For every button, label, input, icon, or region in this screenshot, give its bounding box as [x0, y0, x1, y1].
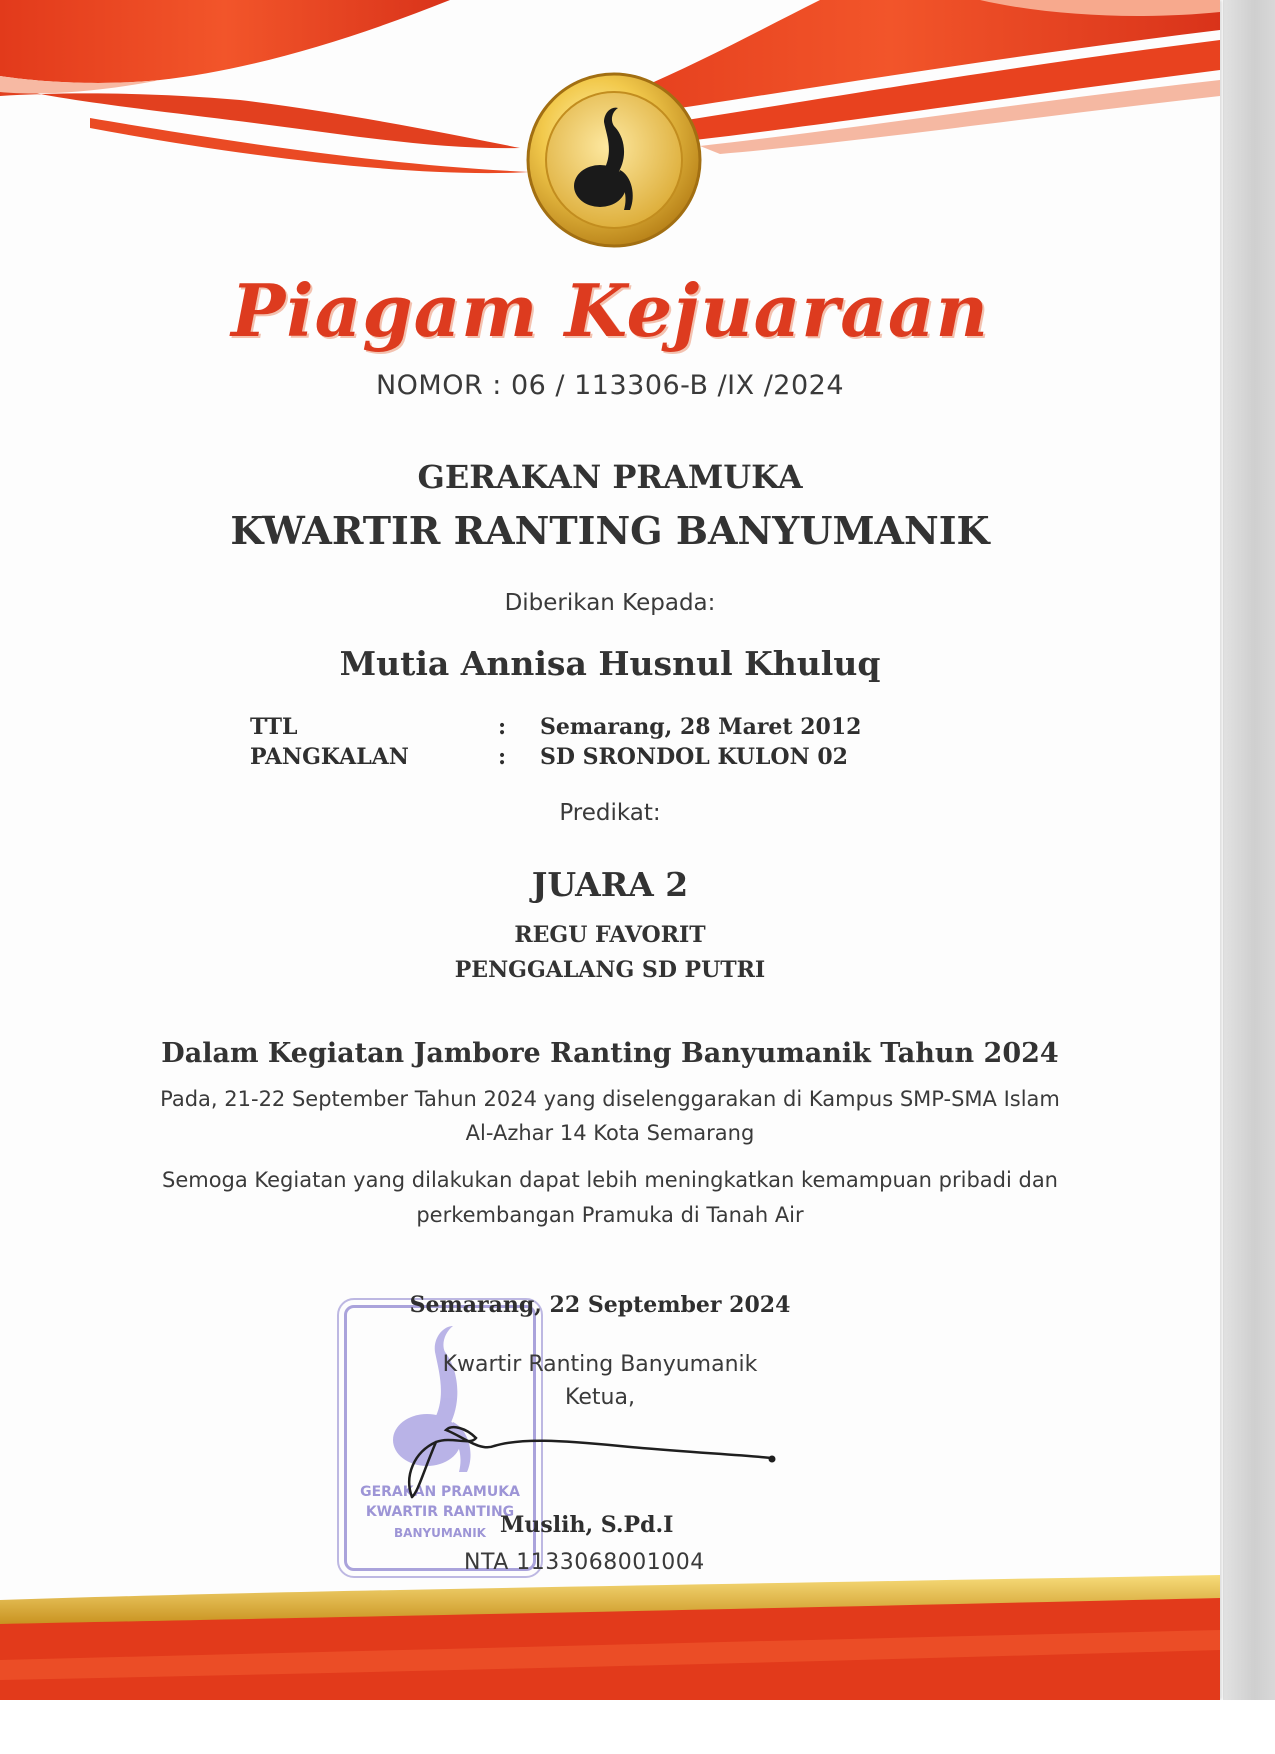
ttl-label: TTL	[250, 714, 298, 740]
ttl-value: Semarang, 28 Maret 2012	[540, 714, 862, 740]
organization-line1: GERAKAN PRAMUKA	[417, 458, 803, 496]
award-category-line1: REGU FAVORIT	[514, 922, 706, 948]
certificate-title: Piagam Kejuaraan	[231, 268, 989, 353]
award-rank: JUARA 2	[531, 865, 689, 904]
event-description-line1: Pada, 21-22 September Tahun 2024 yang diselenggarakan di Kampus SMP-SMA Islam	[160, 1087, 1060, 1111]
event-description-line2: Al-Azhar 14 Kota Semarang	[465, 1121, 755, 1145]
ribbon-top-left	[0, 0, 450, 83]
pangkalan-label: PANGKALAN	[250, 744, 409, 770]
stamp-text-line2: KWARTIR RANTING	[365, 1504, 515, 1520]
signer-role: Ketua,	[565, 1385, 635, 1410]
pangkalan-value: SD SRONDOL KULON 02	[540, 744, 848, 770]
ribbon-top-left-lower	[0, 86, 520, 148]
signing-place-date: Semarang, 22 September 2024	[409, 1292, 791, 1318]
closing-wish-line1: Semoga Kegiatan yang dilakukan dapat lebih meningkatkan kemampuan pribadi dan	[161, 1168, 1058, 1192]
scan-shadow	[1223, 0, 1275, 1754]
stamp-text-line3: BANYUMANIK	[394, 1526, 486, 1540]
signer-name: Muslih, S.Pd.I	[500, 1512, 674, 1538]
predicate-label: Predikat:	[559, 800, 661, 826]
closing-wish-line2: perkembangan Pramuka di Tanah Air	[416, 1203, 804, 1227]
scan-margin	[0, 1700, 1275, 1754]
signing-organization: Kwartir Ranting Banyumanik	[442, 1352, 758, 1377]
stamp-text-line1: GERAKAN PRAMUKA	[360, 1484, 520, 1500]
ttl-separator: :	[498, 714, 507, 740]
organization-line2: KWARTIR RANTING BANYUMANIK	[230, 508, 990, 553]
given-to-label: Diberikan Kepada:	[504, 590, 716, 616]
recipient-name: Mutia Annisa Husnul Khuluq	[339, 644, 881, 683]
pangkalan-separator: :	[498, 744, 507, 770]
award-category-line2: PENGGALANG SD PUTRI	[454, 957, 766, 983]
signer-nta: NTA 1133068001004	[464, 1550, 705, 1575]
certificate-number: NOMOR : 06 / 113306-B /IX /2024	[375, 370, 845, 401]
event-title: Dalam Kegiatan Jambore Ranting Banyumanik Tahun 2024	[161, 1038, 1059, 1069]
